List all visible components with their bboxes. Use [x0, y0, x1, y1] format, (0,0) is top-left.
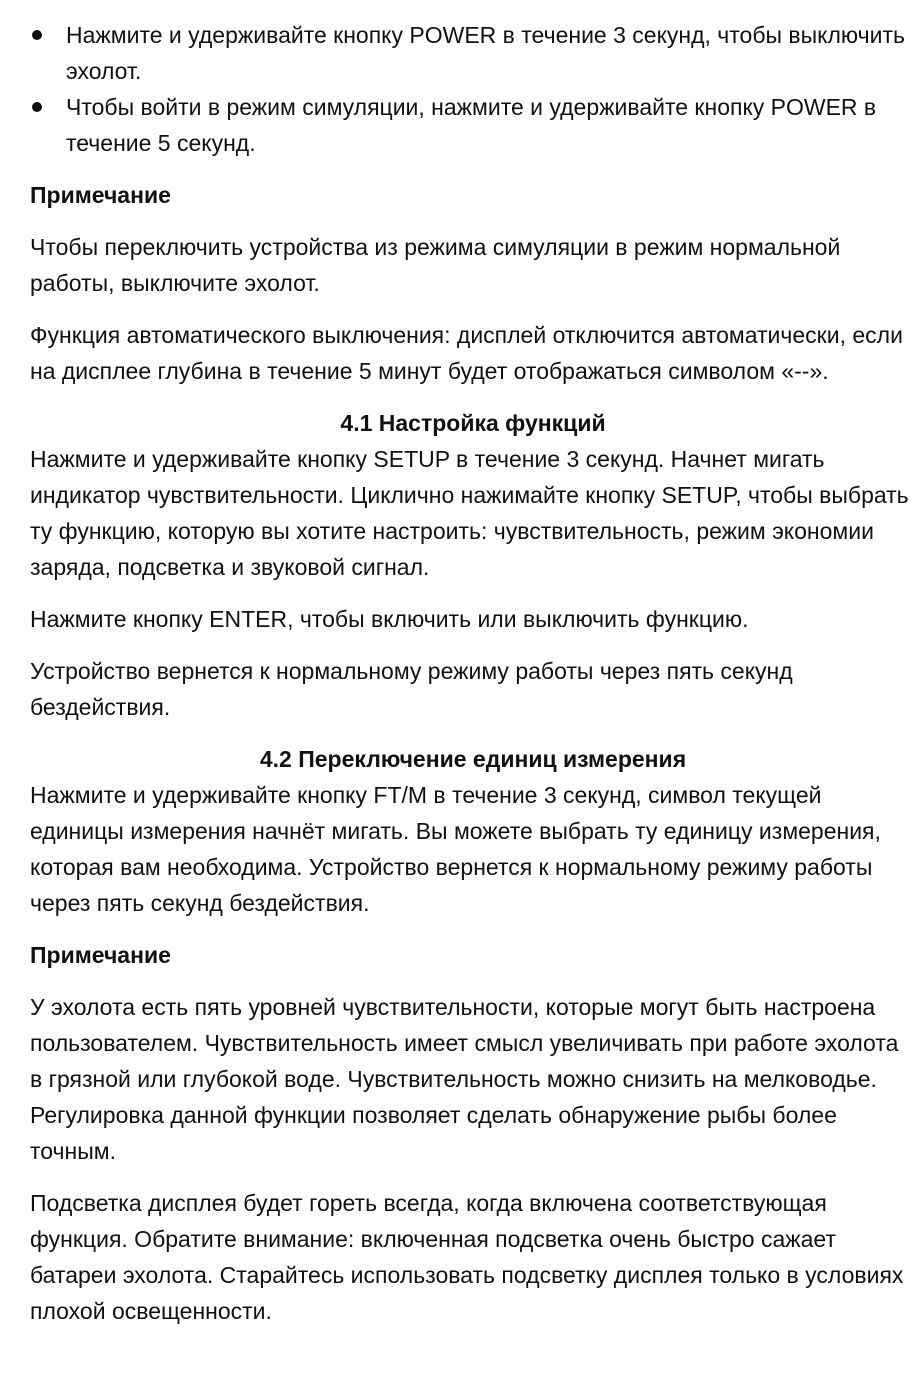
- paragraph: Функция автоматического выключения: дисплей отключится автоматически, если на дисплее глубина в течение 5 минут будет отображаться символом «--».: [30, 322, 903, 384]
- bullet-icon: [32, 30, 42, 40]
- section-heading: 4.1 Настройка функций: [340, 410, 606, 436]
- paragraph: Нажмите и удерживайте кнопку SETUP в течение 3 секунд. Начнет мигать индикатор чувствительности. Циклично нажимайте кнопку SETUP, чтобы выбрать ту функцию, которую вы хотите настроить: чувствительность, режим экономии заряда, подсветка и звуковой сигнал.: [30, 446, 909, 580]
- list-item: [30, 17, 916, 89]
- bullet-list: [30, 17, 916, 161]
- paragraph: Нажмите и удерживайте кнопку FT/M в течение 3 секунд, символ текущей единицы измерения начнёт мигать. Вы можете выбрать ту единицу измерения, которая вам необходима. Устройство вернется к нормальному режиму работы через пять секунд бездействия.: [30, 782, 881, 916]
- paragraph: Чтобы переключить устройства из режима симуляции в режим нормальной работы, выключите эхолот.: [30, 234, 841, 296]
- paragraph: Устройство вернется к нормальному режиму работы через пять секунд бездействия.: [30, 658, 793, 720]
- paragraph: Нажмите кнопку ENTER, чтобы включить или выключить функцию.: [30, 606, 749, 632]
- bullet-icon: [32, 102, 42, 112]
- list-item: [30, 89, 916, 161]
- document-page: [30, 0, 916, 1329]
- section-heading: 4.2 Переключение единиц измерения: [259, 746, 687, 772]
- list-item-text: Нажмите и удерживайте кнопку POWER в течение 3 секунд, чтобы выключить эхолот.: [66, 22, 906, 84]
- paragraph: У эхолота есть пять уровней чувствительности, которые могут быть настроена пользователем. Чувствительность имеет смысл увеличивать при работе эхолота в грязной или глубокой воде. Чувствительность можно снизить на мелководье. Регулировка данной функции позволяет сделать обнаружение рыбы более точным.: [30, 994, 899, 1164]
- paragraph: Подсветка дисплея будет гореть всегда, когда включена соответствующая функция. Обратите внимание: включенная подсветка очень быстро сажает батареи эхолота. Старайтесь использовать подсветку дисплея только в условиях плохой освещенности.: [30, 1190, 904, 1324]
- list-item-text: Чтобы войти в режим симуляции, нажмите и удерживайте кнопку POWER в течение 5 секунд.: [66, 94, 877, 156]
- note-heading: Примечание: [30, 182, 171, 208]
- note-heading: Примечание: [30, 942, 171, 968]
